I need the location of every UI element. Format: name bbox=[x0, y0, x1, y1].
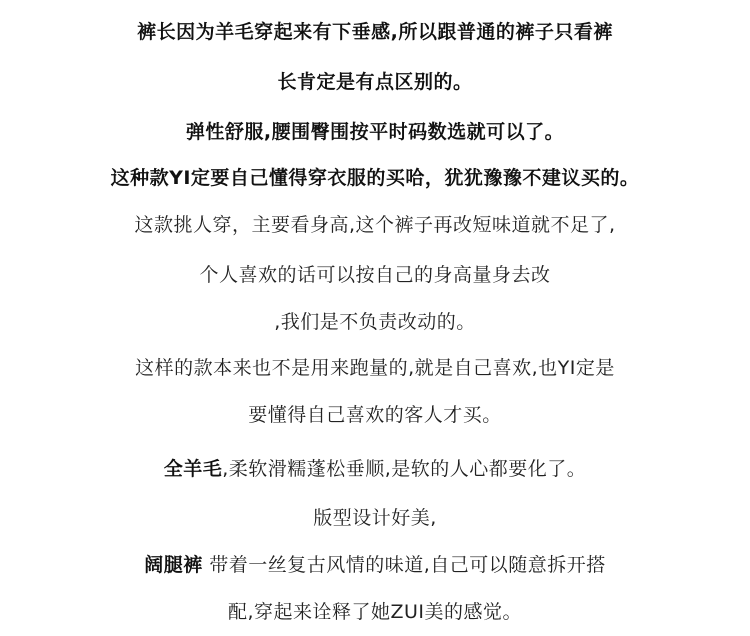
text-line-5: 这款挑人穿，主要看身高,这个裤子再改短味道就不足了, bbox=[134, 214, 616, 236]
highlight-style: 阔腿裤 bbox=[144, 554, 203, 576]
text-line-12-rest: 带着一丝复古风情的味道,自己可以随意拆开搭 bbox=[202, 554, 606, 576]
text-line-6: 个人喜欢的话可以按自己的身高量身去改 bbox=[199, 264, 551, 286]
text-line-10 bbox=[0, 457, 750, 481]
text-line-10-rest: ,柔软滑糯蓬松垂顺,是软的人心都要化了。 bbox=[222, 458, 587, 480]
text-line-4: 这种款YI定要自己懂得穿衣服的买哈，犹犹豫豫不建议买的。 bbox=[110, 167, 640, 189]
text-line-12 bbox=[0, 553, 750, 577]
text-line-11: 版型设计好美, bbox=[313, 507, 437, 529]
text-line-2: 长肯定是有点区别的。 bbox=[277, 71, 473, 93]
text-line-7: ,我们是不负责改动的。 bbox=[274, 311, 476, 333]
text-line-8: 这样的款本来也不是用来跑量的,就是自己喜欢,也YI定是 bbox=[135, 357, 615, 379]
text-line-1: 裤长因为羊毛穿起来有下垂感,所以跟普通的裤子只看裤 bbox=[137, 21, 613, 43]
text-line-13: 配,穿起来诠释了她ZUI美的感觉。 bbox=[227, 601, 523, 623]
highlight-material: 全羊毛 bbox=[163, 458, 223, 480]
text-line-9: 要懂得自己喜欢的客人才买。 bbox=[248, 404, 502, 426]
text-line-3: 弹性舒服,腰围臀围按平时码数选就可以了。 bbox=[185, 121, 565, 143]
